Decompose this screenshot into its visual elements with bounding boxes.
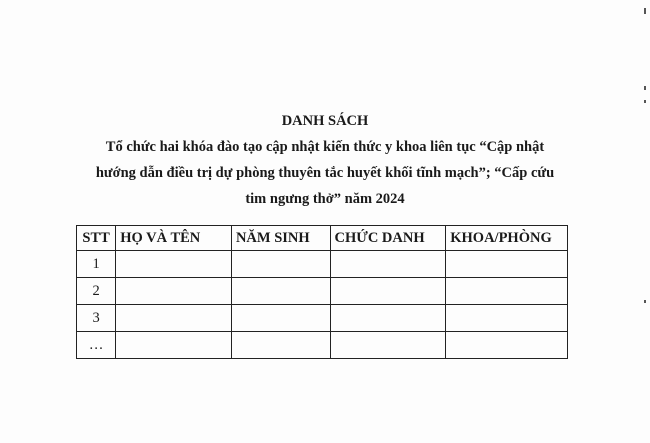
cell-department [446, 332, 568, 359]
row-number: 1 [77, 251, 116, 278]
table-row [77, 251, 568, 278]
cell-job-title [330, 332, 446, 359]
row-number: 2 [77, 278, 116, 305]
scan-mark [644, 8, 646, 14]
cell-job-title [330, 305, 446, 332]
cell-birth-year [231, 332, 330, 359]
table-row [77, 332, 568, 359]
participant-table [76, 225, 568, 359]
cell-birth-year [231, 278, 330, 305]
scan-mark [644, 86, 646, 90]
subtitle-line-1: Tổ chức hai khóa đào tạo cập nhật kiến thức y khoa liên tục “Cập nhật [105, 139, 545, 155]
row-number: 3 [77, 305, 116, 332]
table-header-row [77, 226, 568, 251]
header-full-name: HỌ VÀ TÊN [116, 226, 232, 251]
cell-department [446, 305, 568, 332]
table-row [77, 278, 568, 305]
header-department: KHOA/PHÒNG [446, 226, 568, 251]
cell-birth-year [231, 251, 330, 278]
scan-mark [644, 100, 646, 103]
scan-mark [644, 300, 646, 303]
cell-birth-year [231, 305, 330, 332]
subtitle-line-3: tim ngưng thở” năm 2024 [245, 191, 405, 207]
cell-full-name [116, 251, 232, 278]
scan-edge-marks [644, 0, 648, 443]
subtitle-line-2: hướng dẫn điều trị dự phòng thuyên tắc huyết khối tĩnh mạch”; “Cấp cứu [95, 165, 555, 181]
header-birth-year: NĂM SINH [231, 226, 330, 251]
row-number: … [77, 332, 116, 359]
cell-full-name [116, 305, 232, 332]
table-row [77, 305, 568, 332]
cell-department [446, 278, 568, 305]
cell-job-title [330, 278, 446, 305]
cell-job-title [330, 251, 446, 278]
header-job-title: CHỨC DANH [330, 226, 446, 251]
cell-full-name [116, 332, 232, 359]
header-stt: STT [77, 226, 116, 251]
cell-department [446, 251, 568, 278]
document-title: DANH SÁCH [281, 113, 369, 129]
cell-full-name [116, 278, 232, 305]
